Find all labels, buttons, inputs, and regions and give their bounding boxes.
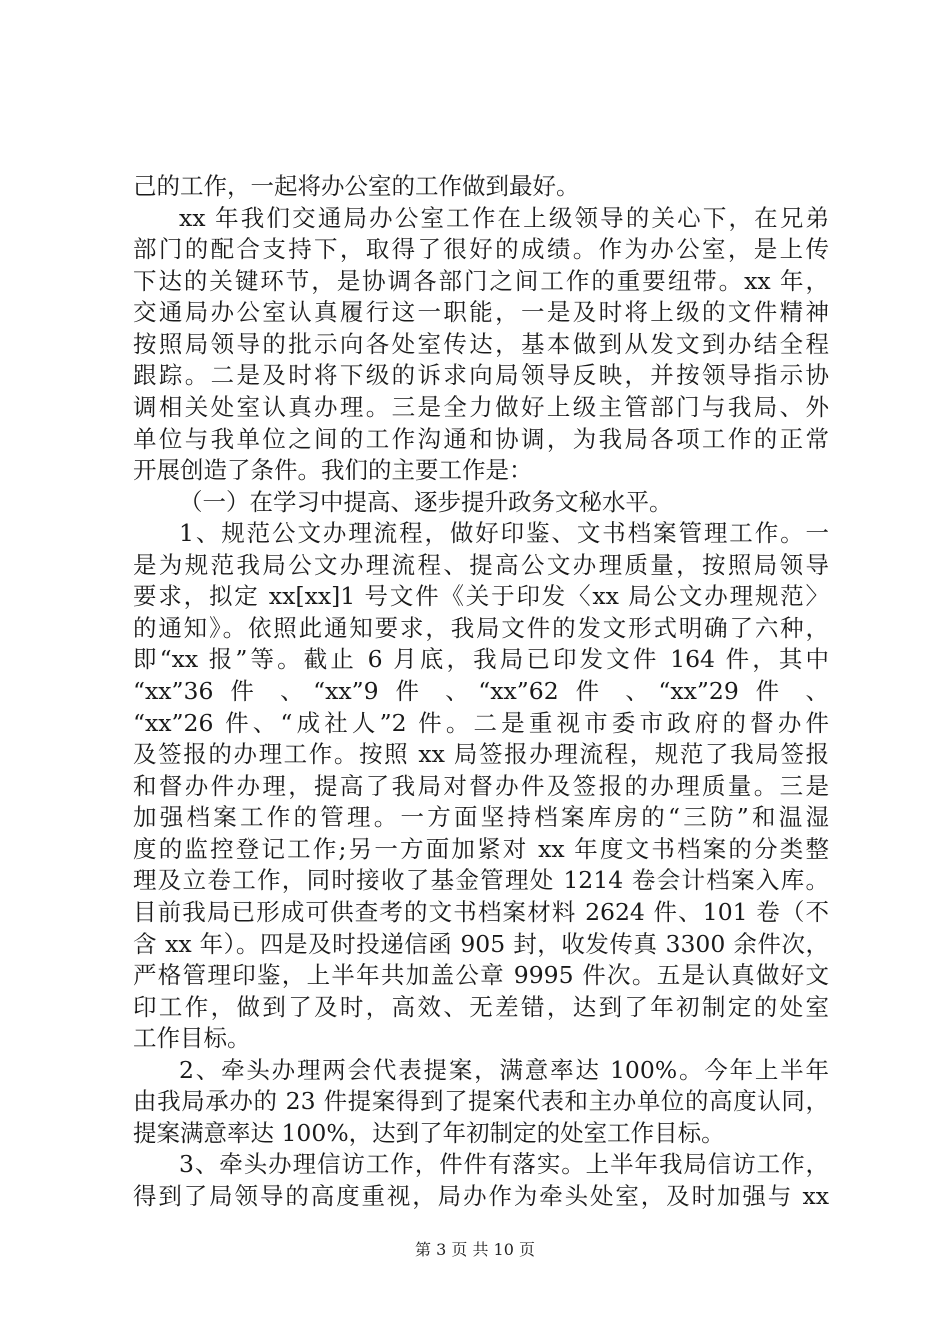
section-heading: （一）在学习中提高、逐步提升政务文秘水平。	[179, 488, 673, 516]
text-line: 目前我局已形成可供查考的文书档案材料 2624 件、101 卷（不	[133, 898, 829, 926]
text-line: 度的监控登记工作;另一方面加紧对 xx 年度文书档案的分类整	[133, 835, 829, 863]
text-line: 的通知》。依照此通知要求，我局文件的发文形式明确了六种，	[133, 614, 829, 642]
text-line: 工作目标。	[133, 1024, 251, 1052]
page-footer: 第 3 页 共 10 页	[415, 1240, 535, 1259]
text-line: 理及立卷工作，同时接收了基金管理处 1214 卷会计档案入库。	[133, 866, 829, 894]
text-line: 提案满意率达 100%，达到了年初制定的处室工作目标。	[133, 1119, 725, 1147]
text-line: 加强档案工作的管理。一方面坚持档案库房的“三防”和温湿	[133, 803, 829, 831]
text-line: “xx”26 件、“成社人”2 件。二是重视市委市政府的督办件	[133, 709, 829, 737]
text-line: 部门的配合支持下，取得了很好的成绩。作为办公室，是上传	[133, 235, 829, 263]
text-line: 按照局领导的批示向各处室传达，基本做到从发文到办结全程	[133, 330, 829, 358]
text-line: 下达的关键环节，是协调各部门之间工作的重要纽带。xx 年，	[133, 267, 829, 295]
text-line: 单位与我单位之间的工作沟通和协调，为我局各项工作的正常	[133, 425, 829, 453]
text-line: 得到了局领导的高度重视，局办作为牵头处室，及时加强与 xx	[133, 1182, 829, 1210]
text-line: 调相关处室认真办理。三是全力做好上级主管部门与我局、外	[133, 393, 829, 421]
text-line: xx 年我们交通局办公室工作在上级领导的关心下，在兄弟	[179, 204, 829, 232]
text-line: 及签报的办理工作。按照 xx 局签报办理流程，规范了我局签报	[133, 740, 829, 768]
text-line: 是为规范我局公文办理流程、提高公文办理质量，按照局领导	[133, 551, 829, 579]
text-line: 1、规范公文办理流程，做好印鉴、文书档案管理工作。一	[179, 519, 829, 547]
text-line: 2、牵头办理两会代表提案，满意率达 100%。今年上半年	[179, 1056, 829, 1084]
text-line: 要求，拟定 xx[xx]1 号文件《关于印发〈xx 局公文办理规范〉	[133, 582, 829, 610]
text-line: 开展创造了条件。我们的主要工作是：	[133, 456, 533, 484]
text-line: 即“xx 报”等。截止 6 月底，我局已印发文件 164 件，其中	[133, 645, 829, 673]
text-line: 3、牵头办理信访工作，件件有落实。上半年我局信访工作，	[179, 1150, 829, 1178]
text-line: 由我局承办的 23 件提案得到了提案代表和主办单位的高度认同，	[133, 1087, 829, 1115]
text-line: 严格管理印鉴，上半年共加盖公章 9995 件次。五是认真做好文	[133, 961, 829, 989]
text-line: 含 xx 年）。四是及时投递信函 905 封，收发传真 3300 余件次，	[133, 930, 829, 958]
text-line: 和督办件办理，提高了我局对督办件及签报的办理质量。三是	[133, 772, 829, 800]
text-line: 己的工作，一起将办公室的工作做到最好。	[133, 172, 580, 200]
text-line: 交通局办公室认真履行这一职能，一是及时将上级的文件精神	[133, 298, 829, 326]
text-line: “xx”36 件 、“xx”9 件 、“xx”62 件 、“xx”29 件 、	[133, 677, 829, 705]
text-line: 跟踪。二是及时将下级的诉求向局领导反映，并按领导指示协	[133, 361, 829, 389]
text-line: 印工作，做到了及时，高效、无差错，达到了年初制定的处室	[133, 993, 829, 1021]
